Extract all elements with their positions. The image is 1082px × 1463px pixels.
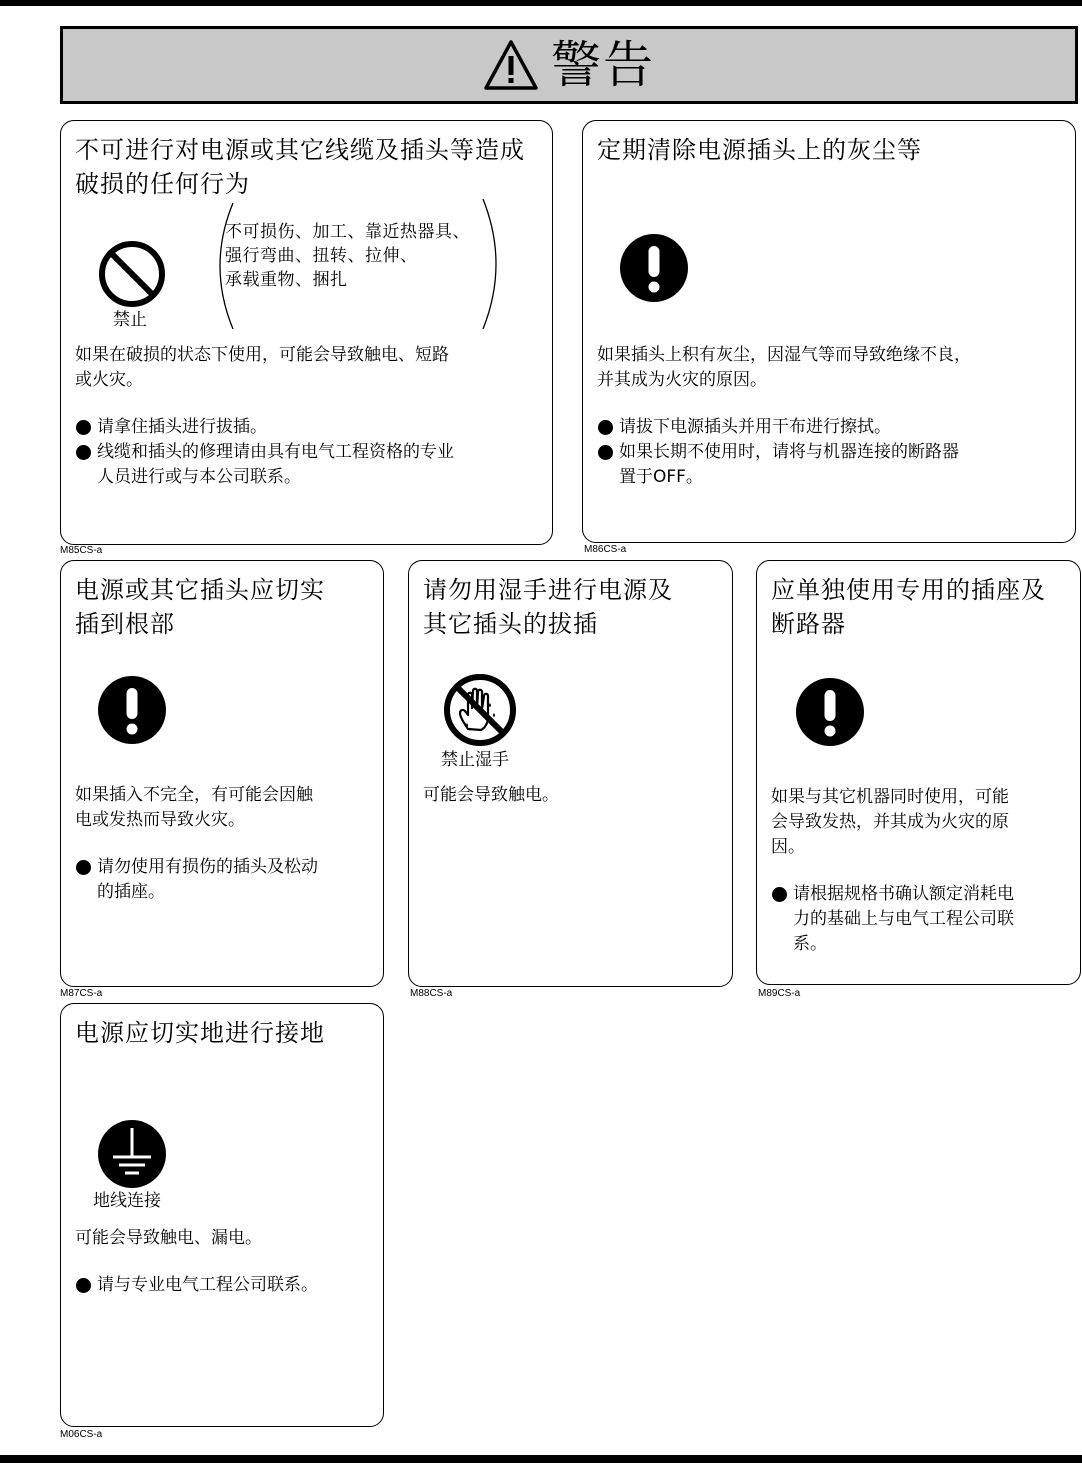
card-title [75, 573, 371, 641]
body-line: 电或发热而导致火灾。 [75, 810, 245, 830]
card-body [75, 1226, 371, 1298]
mandatory-exclamation-icon [619, 233, 689, 303]
body-line: 或火灾。 [75, 370, 143, 390]
card-code: M85CS-a [60, 545, 103, 556]
warning-card [60, 1003, 384, 1427]
card-body [423, 783, 720, 808]
title-line: 电源应切实地进行接地 [75, 1019, 325, 1047]
icon-caption: 禁止 [113, 310, 147, 330]
warning-banner [60, 26, 1078, 104]
mandatory-exclamation-icon [795, 677, 865, 747]
card-title [771, 573, 1068, 641]
body-line: 可能会导致触电。 [423, 785, 559, 805]
card-title [75, 1016, 371, 1050]
mandatory-exclamation-icon [97, 675, 167, 745]
warning-triangle-icon [483, 39, 539, 91]
bullet-list [597, 415, 1063, 490]
no-wet-hands-icon [443, 673, 517, 747]
bullet-item: 请拔下电源插头并用干布进行擦拭。 [597, 415, 1063, 440]
bullet-list [75, 415, 540, 490]
bullet-list [75, 1273, 371, 1298]
title-line: 插到根部 [75, 610, 175, 638]
bullet-item: 请拿住插头进行拔插。 [75, 415, 540, 440]
body-line: 可能会导致触电、漏电。 [75, 1228, 262, 1248]
paren-line: 强行弯曲、扭转、拉伸、 [225, 246, 418, 266]
title-line: 应单独使用专用的插座及 [771, 576, 1046, 604]
card-body [75, 783, 371, 905]
body-line: 并其成为火灾的原因。 [597, 370, 767, 390]
title-line: 电源或其它插头应切实 [75, 576, 325, 604]
warning-card [408, 560, 733, 987]
card-body [75, 343, 540, 490]
prohibition-icon [97, 239, 167, 309]
card-code: M87CS-a [60, 988, 103, 999]
title-line: 不可进行对电源或其它线缆及插头等造成 [75, 136, 525, 164]
card-code: M88CS-a [410, 988, 453, 999]
title-line: 其它插头的拔插 [423, 610, 598, 638]
bottom-rule [0, 1455, 1082, 1463]
bullet-item: 请与专业电气工程公司联系。 [75, 1273, 371, 1298]
title-line: 定期清除电源插头上的灰尘等 [597, 136, 922, 164]
warning-card [756, 560, 1081, 985]
warning-card [582, 120, 1076, 543]
card-title [597, 133, 1063, 167]
bullet-list [771, 882, 1068, 957]
card-code: M89CS-a [758, 988, 801, 999]
top-rule [0, 0, 1082, 6]
warning-card [60, 560, 384, 987]
title-line: 请勿用湿手进行电源及 [423, 576, 673, 604]
bullet-item: 如果长期不使用时，请将与机器连接的断路器 置于OFF。 [597, 440, 1063, 490]
icon-caption: 地线连接 [93, 1191, 161, 1211]
bullet-item: 请根据规格书确认额定消耗电 力的基础上与电气工程公司联 系。 [771, 882, 1068, 957]
title-line: 断路器 [771, 610, 846, 638]
bullet-item: 线缆和插头的修理请由具有电气工程资格的专业 人员进行或与本公司联系。 [75, 440, 540, 490]
body-line: 如果插头上积有灰尘，因湿气等而导致绝缘不良， [597, 345, 971, 365]
ground-connection-icon [97, 1119, 167, 1189]
bullet-item: 请勿使用有损伤的插头及松动 的插座。 [75, 855, 371, 905]
body-line: 如果在破损的状态下使用，可能会导致触电、短路 [75, 345, 449, 365]
bullet-list [75, 855, 371, 905]
card-code: M86CS-a [584, 544, 627, 555]
icon-caption: 禁止湿手 [441, 750, 509, 770]
paren-line: 承载重物、捆扎 [225, 270, 348, 290]
card-title [423, 573, 720, 641]
body-line: 因。 [771, 837, 805, 857]
card-body [771, 785, 1068, 957]
paren-line: 不可损伤、加工、靠近热器具、 [225, 222, 470, 242]
body-line: 会导致发热，并其成为火灾的原 [771, 812, 1009, 832]
title-line: 破损的任何行为 [75, 170, 250, 198]
body-line: 如果插入不完全，有可能会因触 [75, 785, 313, 805]
warning-card [60, 120, 553, 545]
right-parenthesis-icon [479, 197, 509, 331]
card-title [75, 133, 540, 201]
card-body [597, 343, 1063, 490]
card-code: M06CS-a [60, 1429, 103, 1440]
damage-actions-list [225, 220, 470, 292]
body-line: 如果与其它机器同时使用，可能 [771, 787, 1009, 807]
banner-title: 警告 [551, 36, 655, 94]
